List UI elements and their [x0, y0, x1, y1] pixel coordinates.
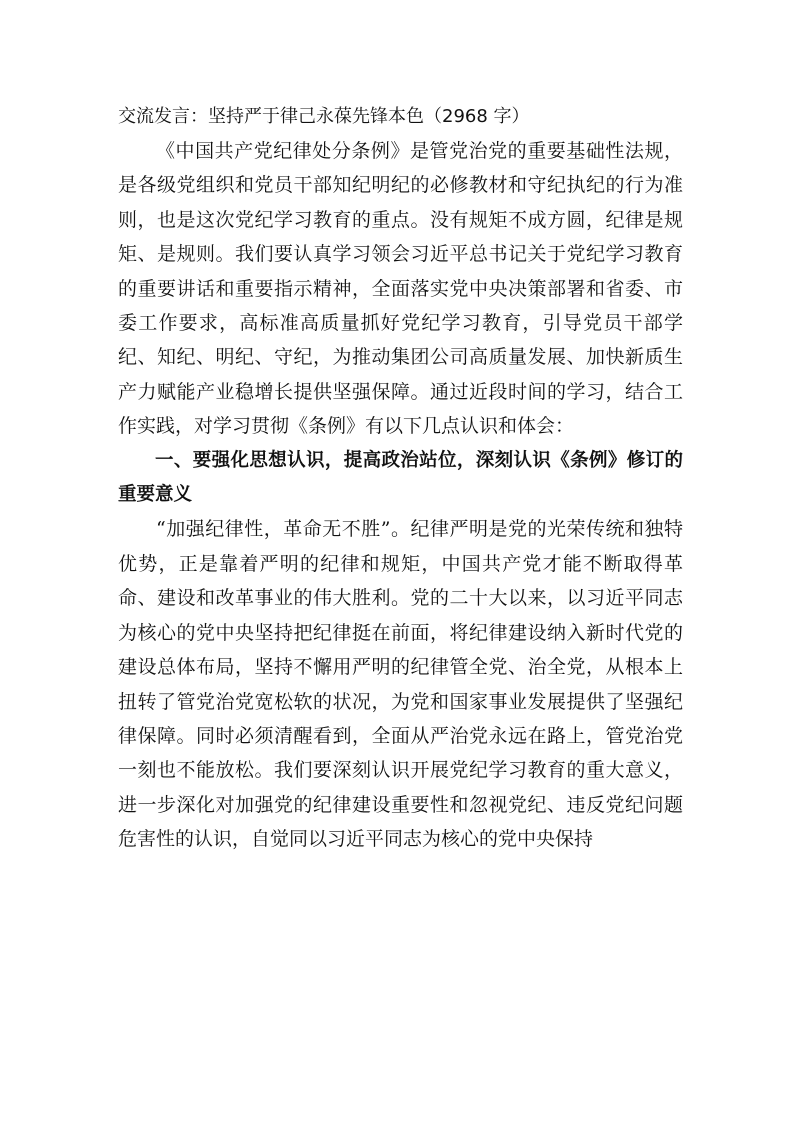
section-1-heading: 一、要强化思想认识，提高政治站位，深刻认识《条例》修订的重要意义 — [118, 449, 683, 506]
document-title: 交流发言：坚持严于律己永葆先锋本色（2968 字） — [118, 106, 530, 127]
intro-paragraph: 《中国共产党纪律处分条例》是管党治党的重要基础性法规，是各级党组织和党员干部知纪明纪的必修教材和守纪执纪的行为准则，也是这次党纪学习教育的重点。没有规矩不成方圆，纪律是规矩、是规则。我们要认真学习领会习近平总书记关于党纪学习教育的重要讲话和重要指示精神，全面落实党中央决策部署和省委、市委工作要求，高标准高质量抓好党纪学习教育，引导党员干部学纪、知纪、明纪、守纪，为推动集团公司高质量发展、加快新质生产力赋能产业稳增长提供坚强保障。通过近段时间的学习，结合工作实践，对学习贯彻《条例》有以下几点认识和体会： — [118, 140, 683, 438]
document-body — [118, 100, 683, 857]
section-1-paragraph: “加强纪律性，革命无不胜”。纪律严明是党的光荣传统和独特优势，正是靠着严明的纪律和规矩，中国共产党才能不断取得革命、建设和改革事业的伟大胜利。党的二十大以来，以习近平同志为核心的党中央坚持把纪律挺在前面，将纪律建设纳入新时代党的建设总体布局，坚持不懈用严明的纪律管全党、治全党，从根本上扭转了管党治党宽松软的状况，为党和国家事业发展提供了坚强纪律保障。同时必须清醒看到，全面从严治党永远在路上，管党治党一刻也不能放松。我们要深刻认识开展党纪学习教育的重大意义，进一步深化对加强党的纪律建设重要性和忽视党纪、违反党纪问题危害性的认识，自觉同以习近平同志为核心的党中央保持 — [118, 518, 683, 851]
